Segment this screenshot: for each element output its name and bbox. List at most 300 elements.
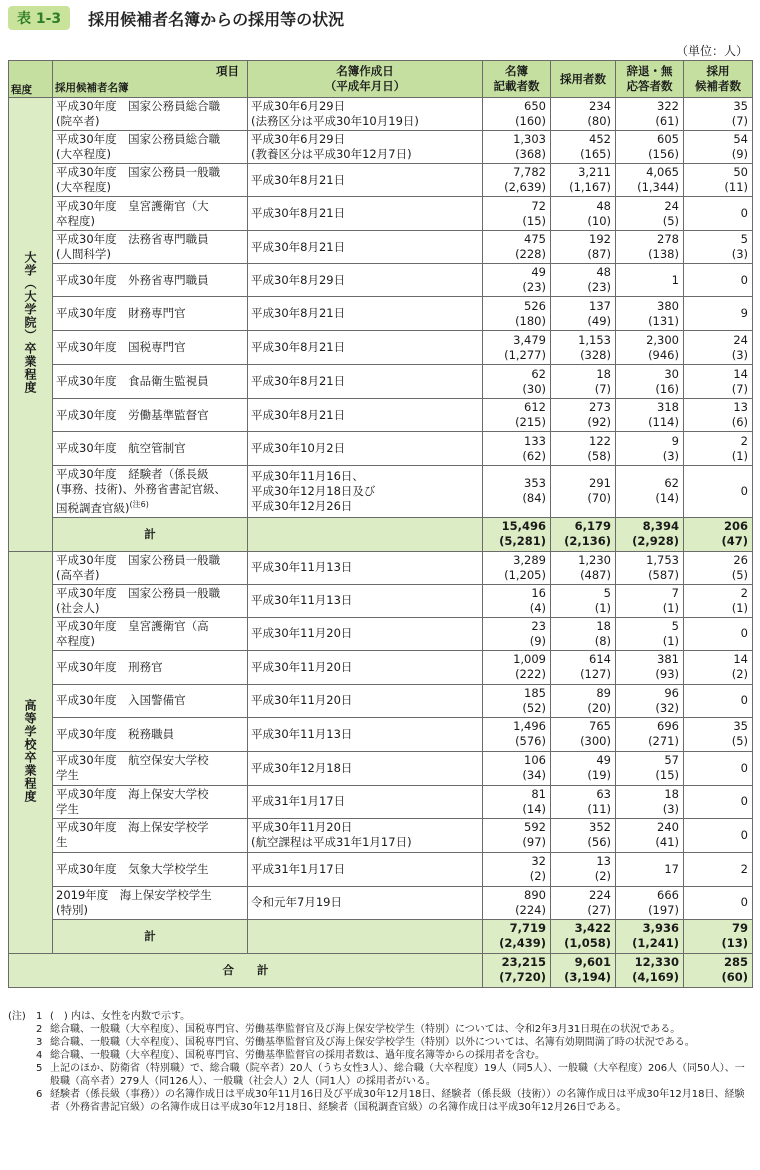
- candidate-count-female: (1): [731, 448, 748, 463]
- note-item: [8, 1088, 753, 1114]
- list-date: [248, 231, 483, 264]
- group-label: [9, 551, 53, 953]
- note-prefix: [8, 1049, 36, 1062]
- exam-name: [53, 297, 248, 331]
- declined-count: [616, 98, 684, 131]
- hired-count-total: 1,153: [578, 332, 611, 347]
- subtotal-registered-total: 15,496: [501, 519, 546, 534]
- registered-count-total: 1,496: [513, 719, 546, 734]
- list-date-line1: 平成30年11月20日: [251, 820, 353, 835]
- exam-name: [53, 650, 248, 684]
- hired-count-female: (58): [587, 448, 611, 463]
- declined-count: [616, 231, 684, 264]
- declined-count-female: (138): [648, 247, 679, 261]
- hired-count: [551, 684, 616, 717]
- table-row: [9, 297, 753, 331]
- declined-count-female: (3): [662, 801, 679, 816]
- list-date: [248, 584, 483, 617]
- header-candidates: [684, 61, 753, 98]
- hired-count: [551, 617, 616, 650]
- exam-name: [53, 551, 248, 584]
- candidate-count-female: (3): [731, 347, 748, 362]
- exam-name-line1: 平成30年度 国税専門官: [56, 340, 186, 354]
- candidate-count-total: 2: [740, 585, 748, 600]
- declined-count-female: (32): [655, 700, 679, 715]
- exam-name: [53, 432, 248, 466]
- exam-name: [53, 365, 248, 399]
- header-list-text: 採用候補者名簿: [55, 82, 129, 94]
- table-row: [9, 650, 753, 684]
- list-date-line1: 平成30年12月18日: [251, 760, 353, 775]
- registered-count-total: 32: [531, 854, 546, 869]
- registered-count-total: 72: [531, 198, 546, 213]
- hired-count-total: 765: [589, 719, 611, 734]
- list-date-line2: (教養区分は平成30年12月7日): [251, 147, 412, 161]
- exam-name-line1: 平成30年度 気象大学校学生: [56, 861, 209, 876]
- note-text: 総合職、一般職（大卒程度）、国税専門官、労働基準監督官及び海上保安学校学生（特別）については、令和2年3月31日現在の状況である。: [50, 1024, 681, 1035]
- exam-name: [53, 584, 248, 617]
- note-text: 総合職、一般職（大卒程度）、国税専門官、労働基準監督官の採用者数は、過年度名簿等からの採用者を含む。: [50, 1050, 545, 1061]
- declined-count-total: 18: [664, 786, 679, 801]
- table-row: [9, 785, 753, 818]
- candidate-count: [684, 131, 753, 164]
- candidate-count-total: 0: [740, 760, 748, 775]
- hired-count: [551, 197, 616, 231]
- registered-count: [483, 231, 551, 264]
- candidate-count: [684, 684, 753, 717]
- table-row: [9, 751, 753, 785]
- note-number: 3: [36, 1037, 43, 1048]
- declined-count-female: (5): [662, 213, 679, 228]
- declined-count: [616, 399, 684, 432]
- hired-count-female: (127): [580, 667, 611, 682]
- registered-count-total: 650: [524, 99, 546, 113]
- declined-count: [616, 650, 684, 684]
- exam-name-line1: 平成30年度 刑務官: [56, 659, 163, 674]
- list-date: [248, 551, 483, 584]
- note-ref: (注6): [129, 500, 149, 509]
- candidate-count-total: 2: [740, 861, 748, 876]
- subtotal-candidates-total: 79: [731, 921, 748, 936]
- registered-count-female: (576): [515, 734, 546, 749]
- candidate-count-female: (2): [731, 667, 748, 682]
- candidate-count: [684, 751, 753, 785]
- list-date-line1: 平成30年8月21日: [251, 306, 346, 320]
- registered-count-female: (30): [522, 381, 546, 396]
- declined-count-female: (131): [648, 313, 679, 328]
- subtotal-date-empty: [248, 919, 483, 953]
- list-date: [248, 331, 483, 365]
- declined-count-total: 322: [657, 99, 679, 113]
- exam-name-line1: 平成30年度 経験者（係長級: [56, 467, 209, 481]
- declined-count-total: 2,300: [646, 332, 679, 347]
- exam-name-line2: 生: [56, 835, 68, 850]
- registered-count: [483, 785, 551, 818]
- table-row: [9, 886, 753, 919]
- registered-count-total: 612: [524, 400, 546, 414]
- subtotal-declined-total: 3,936: [642, 921, 679, 936]
- declined-count-total: 62: [664, 476, 679, 491]
- declined-count-female: (14): [655, 491, 679, 506]
- declined-count-total: 1: [671, 272, 679, 287]
- table-row: [9, 131, 753, 164]
- subtotal-label: 計: [53, 919, 248, 953]
- registered-count: [483, 751, 551, 785]
- list-date: [248, 717, 483, 751]
- registered-count: [483, 650, 551, 684]
- header-hired: 採用者数: [551, 61, 616, 98]
- header-declined-line2: 応答者数: [626, 79, 673, 93]
- hired-count-female: (20): [587, 700, 611, 715]
- hired-count: [551, 164, 616, 197]
- candidate-count: [684, 617, 753, 650]
- candidate-count-female: (5): [731, 734, 748, 749]
- subtotal-registered: [483, 919, 551, 953]
- exam-name: [53, 131, 248, 164]
- hired-count-female: (56): [587, 835, 611, 850]
- hired-count-female: (70): [587, 491, 611, 506]
- registered-count-female: (62): [522, 448, 546, 463]
- declined-count-female: (156): [648, 147, 679, 161]
- hired-count-female: (87): [587, 247, 611, 261]
- candidate-count-total: 24: [733, 332, 748, 347]
- subtotal-candidates: [684, 517, 753, 551]
- note-text: ( ) 内は、女性を内数で示す。: [50, 1011, 191, 1022]
- registered-count-total: 16: [531, 585, 546, 600]
- hired-count-total: 224: [589, 887, 611, 902]
- candidate-count: [684, 98, 753, 131]
- declined-count-total: 278: [657, 232, 679, 246]
- candidate-count: [684, 164, 753, 197]
- hired-count: [551, 365, 616, 399]
- header-date-line1: 名簿作成日: [336, 64, 394, 78]
- exam-name: [53, 466, 248, 518]
- declined-count: [616, 684, 684, 717]
- declined-count-female: (93): [655, 667, 679, 682]
- declined-count-female: (587): [648, 567, 679, 582]
- list-date-line1: 平成30年8月21日: [251, 172, 346, 187]
- list-date: [248, 466, 483, 518]
- subtotal-hired: [551, 517, 616, 551]
- exam-name: [53, 684, 248, 717]
- list-date: [248, 164, 483, 197]
- note-item: [8, 1036, 753, 1049]
- header-registered-line2: 記載者数: [493, 79, 540, 93]
- exam-name-line1: 平成30年度 国家公務員一般職: [56, 585, 221, 600]
- list-date: [248, 650, 483, 684]
- candidate-count-total: 0: [740, 827, 748, 842]
- note-text: 上記のほか、防衛省（特別職）で、総合職（院卒者）20人（うち女性3人）、総合職（大卒程度）19人（同5人）、一般職（大卒程度）206人（同50人）、一般職（高卒者）279人（同126人）、一般職（社会人）2人（同1人）の採用者がいる。: [50, 1063, 745, 1087]
- candidate-count-female: (7): [731, 114, 748, 128]
- hired-count-total: 49: [596, 753, 611, 768]
- header-date-line2: （平成年月日）: [324, 79, 406, 93]
- hired-count-total: 18: [596, 366, 611, 381]
- candidate-count-total: 14: [733, 652, 748, 667]
- declined-count-total: 7: [671, 585, 679, 600]
- candidate-count-total: 0: [740, 794, 748, 809]
- registered-count-total: 23: [531, 618, 546, 633]
- exam-name: [53, 231, 248, 264]
- exam-name-line1: 平成30年度 外務省専門職員: [56, 272, 209, 287]
- registered-count-total: 1,009: [513, 652, 546, 667]
- list-date: [248, 617, 483, 650]
- declined-count-total: 30: [664, 366, 679, 381]
- declined-count-female: (271): [648, 734, 679, 749]
- exam-name-line2: (大卒程度): [56, 180, 111, 194]
- notes: [8, 1010, 753, 1114]
- hired-count-total: 291: [589, 476, 611, 491]
- hired-count-total: 137: [589, 298, 611, 313]
- table-row: [9, 466, 753, 518]
- registered-count-female: (368): [515, 147, 546, 161]
- hired-count-total: 452: [589, 132, 611, 146]
- registered-count-female: (1,277): [504, 347, 546, 362]
- hired-count-total: 89: [596, 685, 611, 700]
- declined-count-total: 318: [657, 400, 679, 414]
- group-label-text: 高等学校卒業程度: [23, 698, 37, 803]
- subtotal-hired-female: (2,136): [564, 534, 611, 549]
- registered-count-total: 49: [531, 265, 546, 279]
- registered-count-female: (215): [515, 415, 546, 429]
- subtotal-candidates-female: (47): [721, 534, 748, 549]
- declined-count-total: 24: [664, 198, 679, 213]
- exam-name: [53, 818, 248, 852]
- exam-name-line2: (高卒者): [56, 567, 100, 582]
- hired-count-female: (7): [594, 381, 611, 396]
- note-number: 4: [36, 1050, 43, 1061]
- hired-count-female: (27): [587, 902, 611, 917]
- registered-count-female: (23): [522, 280, 546, 294]
- list-date-line2: (航空課程は平成31年1月17日): [251, 835, 412, 850]
- note-item: [8, 1010, 753, 1023]
- list-date: [248, 131, 483, 164]
- table-row: [9, 432, 753, 466]
- candidate-count-total: 0: [740, 272, 748, 287]
- grand-total-declined-female: (4,169): [632, 970, 679, 985]
- declined-count-total: 240: [657, 820, 679, 835]
- declined-count-female: (61): [655, 114, 679, 128]
- list-date-line2: (法務区分は平成30年10月19日): [251, 114, 419, 128]
- subtotal-registered-female: (5,281): [499, 534, 546, 549]
- declined-count: [616, 432, 684, 466]
- hired-count-total: 1,230: [578, 552, 611, 567]
- candidate-count-total: 5: [740, 232, 748, 246]
- registered-count-female: (180): [515, 313, 546, 328]
- header-declined-line1: 辞退・無: [626, 64, 673, 78]
- hired-count-total: 48: [596, 265, 611, 279]
- table-row: [9, 852, 753, 886]
- registered-count-female: (224): [515, 902, 546, 917]
- registered-count: [483, 399, 551, 432]
- registered-count-total: 106: [524, 753, 546, 768]
- registered-count-total: 3,289: [513, 552, 546, 567]
- grand-total-candidates-female: (60): [721, 970, 748, 985]
- hired-count: [551, 818, 616, 852]
- declined-count-female: (41): [655, 835, 679, 850]
- note-text: 総合職、一般職（大卒程度）、国税専門官、労働基準監督官及び海上保安学校学生（特別）以外については、名簿有効期間満了時の状況である。: [50, 1037, 695, 1048]
- list-date: [248, 852, 483, 886]
- registered-count: [483, 617, 551, 650]
- declined-count: [616, 886, 684, 919]
- note-item: [8, 1023, 753, 1036]
- registered-count-total: 3,479: [513, 332, 546, 347]
- hired-count: [551, 264, 616, 297]
- declined-count: [616, 852, 684, 886]
- hired-count: [551, 466, 616, 518]
- declined-count-total: 17: [664, 861, 679, 876]
- list-date-line1: 平成30年8月21日: [251, 239, 346, 254]
- note-number: 6: [36, 1089, 43, 1100]
- exam-name: [53, 264, 248, 297]
- subtotal-candidates: [684, 919, 753, 953]
- note-number: 1: [36, 1011, 43, 1022]
- hired-count-female: (2): [594, 869, 611, 884]
- hired-count: [551, 331, 616, 365]
- candidate-count-female: (7): [731, 381, 748, 396]
- table-badge: 表 1-3: [8, 6, 70, 30]
- list-date-line1: 令和元年7月19日: [251, 895, 342, 910]
- subtotal-candidates-total: 206: [723, 519, 748, 534]
- subtotal-registered: [483, 517, 551, 551]
- hired-count: [551, 551, 616, 584]
- registered-count: [483, 164, 551, 197]
- candidate-count-total: 2: [740, 433, 748, 448]
- registered-count: [483, 331, 551, 365]
- declined-count-female: (3): [662, 448, 679, 463]
- candidate-count: [684, 365, 753, 399]
- grand-total-hired-female: (3,194): [564, 970, 611, 985]
- table-row: [9, 164, 753, 197]
- declined-count: [616, 297, 684, 331]
- table-body: [9, 98, 753, 988]
- declined-count-total: 57: [664, 753, 679, 768]
- candidate-count-total: 13: [733, 400, 748, 414]
- exam-name: [53, 852, 248, 886]
- candidate-count-total: 54: [733, 132, 748, 146]
- hired-count-female: (8): [594, 633, 611, 648]
- hired-count-female: (1,167): [569, 180, 611, 194]
- note-number: 5: [36, 1063, 43, 1074]
- candidate-count-female: (9): [731, 147, 748, 161]
- registered-count-total: 62: [531, 366, 546, 381]
- exam-name-line3-wrap: [56, 497, 244, 516]
- list-date: [248, 297, 483, 331]
- exam-name-line1: 平成30年度 海上保安学校学: [56, 820, 209, 835]
- hired-count-female: (92): [587, 415, 611, 429]
- exam-name-line1: 平成30年度 海上保安大学校: [56, 786, 209, 801]
- candidate-count-total: 0: [740, 895, 748, 910]
- note-prefix: [8, 1023, 36, 1036]
- list-date-line1: 平成30年8月21日: [251, 206, 346, 220]
- header-date: [248, 61, 483, 98]
- declined-count-female: (1): [662, 633, 679, 648]
- registered-count-total: 81: [531, 786, 546, 801]
- registered-count-female: (160): [515, 114, 546, 128]
- registered-count-total: 7,782: [513, 165, 546, 179]
- declined-count: [616, 466, 684, 518]
- subtotal-registered-total: 7,719: [509, 921, 546, 936]
- registered-count-total: 353: [524, 476, 546, 491]
- candidate-count-female: (6): [731, 415, 748, 429]
- note-prefix: [8, 1036, 36, 1049]
- list-date-line1: 平成30年8月21日: [251, 407, 346, 422]
- registered-count-female: (4): [529, 600, 546, 615]
- registered-count: [483, 852, 551, 886]
- exam-name-line1: 平成30年度 財務専門官: [56, 306, 186, 320]
- registered-count-total: 592: [524, 820, 546, 835]
- hired-count-total: 122: [589, 433, 611, 448]
- registered-count-female: (97): [522, 835, 546, 850]
- candidate-count: [684, 331, 753, 365]
- exam-name: [53, 399, 248, 432]
- registered-count-total: 1,303: [513, 132, 546, 146]
- candidate-count: [684, 231, 753, 264]
- grand-total-registered-total: 23,215: [501, 955, 546, 970]
- table-row: [9, 264, 753, 297]
- table-row: [9, 717, 753, 751]
- exam-name: [53, 331, 248, 365]
- declined-count: [616, 365, 684, 399]
- note-item: [8, 1049, 753, 1062]
- exam-name-line1: 平成30年度 国家公務員総合職: [56, 132, 221, 146]
- hired-count: [551, 98, 616, 131]
- registered-count: [483, 264, 551, 297]
- candidate-count: [684, 650, 753, 684]
- header-item-text: 項目: [216, 64, 239, 78]
- subtotal-declined-female: (2,928): [632, 534, 679, 549]
- list-date: [248, 751, 483, 785]
- subtotal-declined: [616, 517, 684, 551]
- declined-count-total: 380: [657, 298, 679, 313]
- candidate-count: [684, 852, 753, 886]
- list-date-line1: 平成30年6月29日: [251, 132, 346, 146]
- registered-count-female: (34): [522, 768, 546, 783]
- exam-name: [53, 197, 248, 231]
- exam-name: [53, 785, 248, 818]
- registered-count: [483, 131, 551, 164]
- exam-name-line2: 学生: [56, 768, 79, 783]
- grand-total-label: 合 計: [9, 953, 483, 987]
- exam-name: [53, 617, 248, 650]
- declined-count: [616, 818, 684, 852]
- registered-count-total: 185: [524, 685, 546, 700]
- hired-count: [551, 584, 616, 617]
- declined-count: [616, 164, 684, 197]
- grand-total-candidates: [684, 953, 753, 987]
- hired-count-total: 234: [589, 99, 611, 113]
- page-title: 採用候補者名簿からの採用等の状況: [88, 9, 345, 29]
- declined-count-female: (16): [655, 381, 679, 396]
- registered-count: [483, 466, 551, 518]
- hired-count-female: (19): [587, 768, 611, 783]
- exam-name: [53, 164, 248, 197]
- header-grade: [9, 61, 53, 98]
- candidate-count-total: 0: [740, 483, 748, 498]
- hired-count-total: 614: [589, 652, 611, 667]
- table-row: [9, 365, 753, 399]
- list-date-line1: 平成30年11月16日、: [251, 468, 364, 483]
- list-date-line1: 平成30年11月20日: [251, 693, 353, 708]
- note-prefix: [8, 1088, 36, 1114]
- subtotal-hired-female: (1,058): [564, 936, 611, 951]
- declined-count-female: (1): [662, 600, 679, 615]
- candidate-count: [684, 886, 753, 919]
- candidate-count-total: 0: [740, 693, 748, 708]
- table-row: [9, 584, 753, 617]
- table-row: [9, 617, 753, 650]
- hired-count-total: 5: [603, 585, 611, 600]
- registered-count: [483, 551, 551, 584]
